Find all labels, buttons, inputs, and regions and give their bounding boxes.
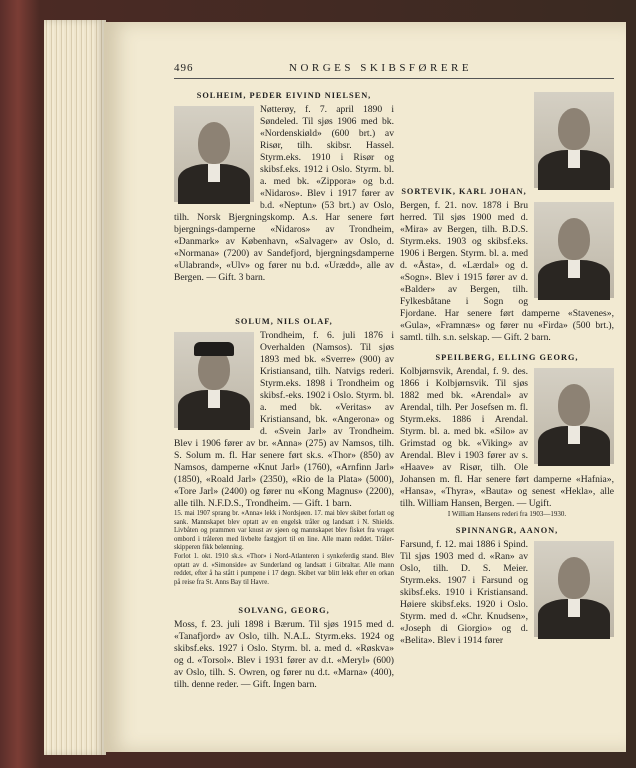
entry-name: SORTEVIK, KARL JOHAN, [401, 187, 527, 196]
entry-text: Bergen, f. 21. nov. 1878 i Bru herred. Til sjøs 1900 med d. «Mira» av Bergen, tilh. B.D.S. Styrm.eks. 1903 og skibsf.eks. 1906 i Bergen. Styrm. bl. a. med d. «Åsta», d. «Lærdal» og d. «Sogn». Blev i 1915 fører av d. «Balder» av Bergen, tilh. Fylkesbåtane i Sogn og Fjordane. Har senere ført damperne «Stavenes», «Gula», «Framnæs» og fører nu «Firda» (500 brt.), samtl. tilh. s.n. selskap. — Gift. 2 barn. [400, 200, 614, 343]
running-title: NORGES SKIBSFØRERE [289, 62, 473, 74]
entry-text: Moss, f. 23. juli 1898 i Bærum. Til sjøs 1915 med d. «Tanafjord» av Oslo, tilh. N.A.L. Styrm.eks. 1924 og skibsf.eks. 1927 i Oslo. Styrm. bl. a. med d. «Røskva» og d. «Torsol». Blev i 1931 fører av d.t. «Meryl» (600) av Oslo, tilh. S. Owren, og fører nu d.t. «Marna» (400), tilh. denne reder. — Gift. Ingen barn. [174, 619, 394, 691]
left-column [174, 90, 394, 691]
entry-name: SPEILBERG, ELLING GEORG, [435, 353, 579, 362]
entry-solum [174, 316, 394, 587]
book-page [104, 22, 626, 752]
portrait-photo [174, 106, 254, 202]
portrait-photo [534, 368, 614, 464]
header-rule [174, 78, 614, 79]
entry-text: Farsund, f. 12. mai 1886 i Spind. Til sjøs 1903 med d. «Ran» av Oslo, tilh. D. S. Meier. Styrm.eks. 1907 i Farsund og skibsf.eks. 1910 i Kristiansand. Høiere skibsf.eks. 1920 i Oslo. Styrm. med d. «Chr. Knudsen», «Joseph di Giorgio» og d. «Belita». Blev i 1914 fører [400, 539, 528, 646]
page-edges [44, 20, 106, 755]
page-header [104, 62, 626, 76]
right-column [400, 90, 614, 647]
portrait-photo [534, 541, 614, 637]
entry-note: I William Hansens rederi fra 1903—1930. [447, 510, 567, 518]
entry-footnote: Forlot 1. okt. 1910 sk.s. «Thor» i Nord-Atlanteren i synkeferdig stand. Blev optatt av d. «Simonside» av Sunderland og landsatt i Gibraltar. Alle mann reddet, efter å ha stått i pumpene i 17 døgn. Skibet var blitt lekk efter en orkan på reise fra St. Anns Bay til Havre. [174, 552, 394, 586]
entry-solheim [174, 90, 394, 284]
portrait-photo [174, 332, 254, 428]
portrait-photo [534, 202, 614, 298]
entry-name: SPINNANGR, AANON, [455, 526, 559, 535]
entry-footnote: 15. mai 1907 sprang br. «Anna» lekk i Nordsjøen. 17. mai blev skibet forlatt og sank. Mannskapet blev optatt av en engelsk tråler og landsatt i N. Shields. Livbåten og prammen var knust av sjøen og mannskapet blev fisket fra vraget ombord i tråleren med livbelte fastgjort til en line. Alle mann reddet. Tråler-skipperen fikk belønning. [174, 510, 394, 552]
entry-text: Kolbjørnsvik, Arendal, f. 9. des. 1866 i Kolbjørnsvik. Til sjøs 1882 med bk. «Arendal» av Arendal, tilh. Per Josefsen m. fl. Styrm.eks. 1886 i Arendal. Styrm. bl. a. med bk. «Silo» av Grimstad og bk. «Viking» av Arendal. Blev i 1903 fører av s. «Haave» av Risør, tilh. Ole Johansen m. fl. Har senere ført damperne «Hafnia», «Hansa», «Thyra», «Bauta» og senest «Hekla», alle tilh. William Hansen, Bergen. — Ugift. [400, 366, 614, 509]
entry-spinnangr [400, 525, 614, 647]
entry-name: SOLHEIM, PEDER EIVIND NIELSEN, [196, 91, 372, 100]
entry-text: Nøtterøy, f. 7. april 1890 i Søndeled. Til sjøs 1906 med bk. «Nordenskiøld» (600 brt.) av Risør, tilh. skibsr. Hassel. Styrm.eks. 1910 i Risør og skibsf.eks. 1912 i Oslo. Styrm. bl. a. med bk. «Zippora» og b.d. «Nidaros». Blev i 1917 fører av b.d. «Neptun» (53 brt.) av Oslo, tilh. Norsk Bjergningskomp. A.s. Har senere ført bjergnings-damperne «Nidaros» av Trondheim, «Danmark» av København, «Salvager» av Oslo, d. «Normana» (7200) av Sandefjord, bjergningsdamperne «Ulabrand», «Ulv» og fører nu b.d. «Urædd», alle av Bergen. — Gift. 3 barn. [174, 104, 394, 283]
entry-name: SOLVANG, GEORG, [238, 606, 330, 616]
portrait-photo [534, 92, 614, 188]
entry-solvang [174, 605, 394, 691]
entry-speilberg [400, 352, 614, 519]
entry-text: Trondheim, f. 6. juli 1876 i Overhalden (Namsos). Til sjøs 1893 med bk. «Sverre» (900) av Kristiansand, tilh. Natvigs rederi. Styrm.eks. 1898 i Trondheim og skibsf.-eks. 1902 i Oslo. Styrm. bl. a. med bk. «Veritas» av Kristiansand, bk. «Angerona» og d. «Svein Jarl» av Trondheim. Blev i 1906 fører av br. «Anna» (275) av Namsos, tilh. S. Solum m. fl. Har senere ført sk.s. «Thor» (850) av Namsos, damperne «Knut Jarl» (1760), «Arnfinn Jarl» (1850), «Roald Jarl» (2350), «Rio de la Plata» (5000), «Tore Jarl» (2400) og fører nu «Kong Magnus» (2200), alle tilh. N.F.D.S., Trondheim. — Gift. 1 barn. [174, 330, 394, 509]
entry-name: SOLUM, NILS OLAF, [235, 317, 333, 326]
entry-sortevik [400, 186, 614, 344]
page-number: 496 [174, 62, 194, 74]
